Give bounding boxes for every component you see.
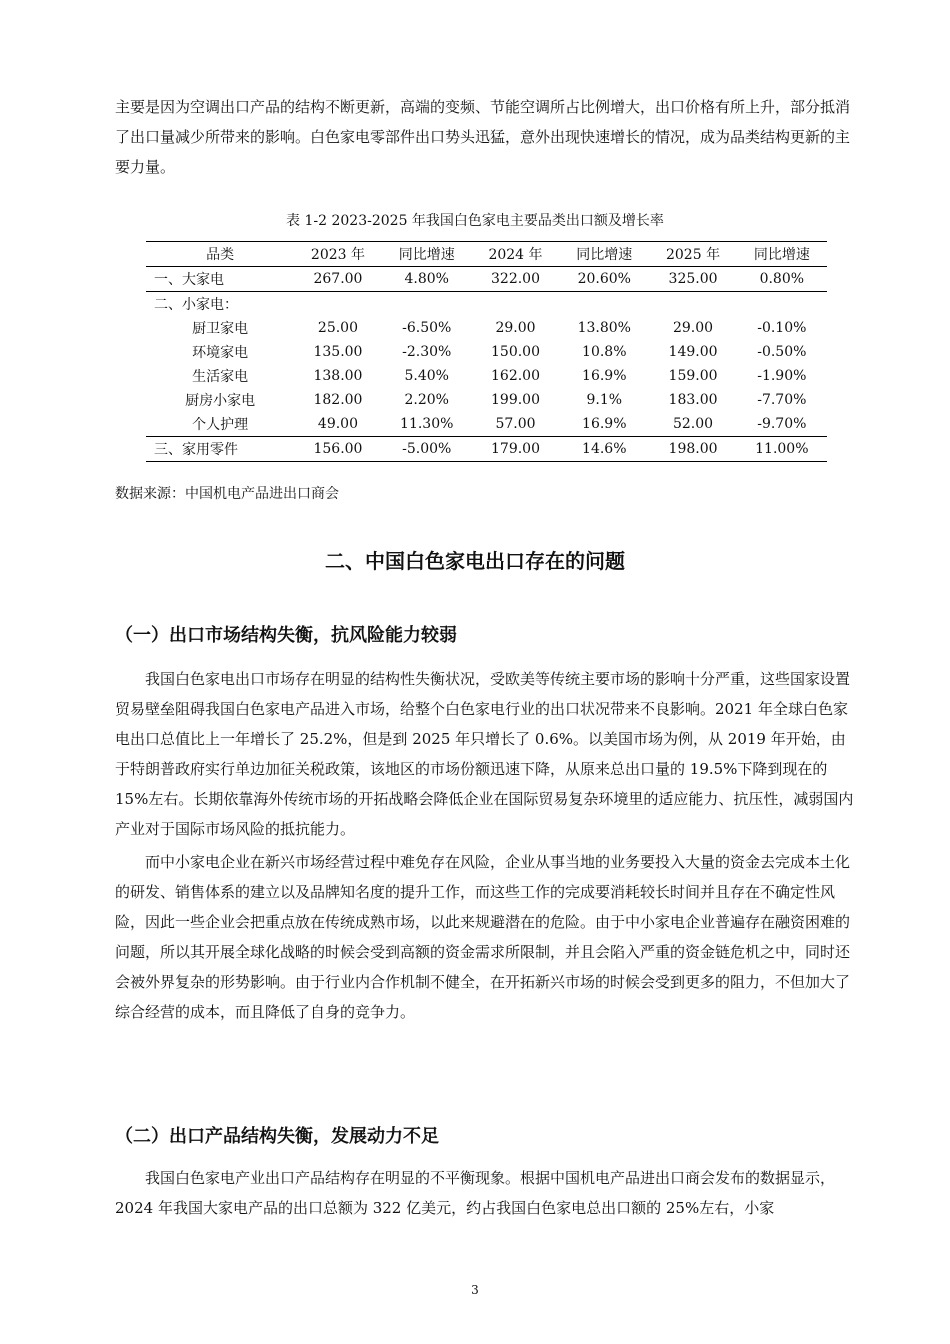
paragraph: 我国白色家电产业出口产品结构存在明显的不平衡现象。根据中国机电产品进出口商会发布的数据显示，2024 年我国大家电产品的出口总额为 322 亿美元，约占我国白色家电总出口额的 25%左右，小家 bbox=[115, 1169, 836, 1217]
value-cell: -0.10% bbox=[757, 320, 807, 336]
table-row bbox=[146, 292, 827, 317]
value-cell: 13.80% bbox=[577, 320, 631, 336]
value-cell: 11.30% bbox=[400, 416, 454, 432]
category-cell: 生活家电 bbox=[192, 369, 249, 385]
value-cell: 25.00 bbox=[317, 320, 359, 336]
value-cell: 57.00 bbox=[495, 416, 536, 432]
page-number: 3 bbox=[471, 1283, 479, 1297]
category-cell: 厨卫家电 bbox=[192, 321, 249, 337]
value-cell: 14.6% bbox=[559, 437, 649, 462]
value-cell: 325.00 bbox=[649, 267, 736, 292]
value-cell: 49.00 bbox=[317, 416, 359, 432]
table-header-row bbox=[146, 242, 827, 267]
value-cell: 150.00 bbox=[491, 344, 540, 360]
value-cell: 135.00 bbox=[313, 344, 363, 360]
value-cell: -6.50% bbox=[402, 320, 452, 336]
value-cell: 29.00 bbox=[495, 320, 536, 336]
value-cell: 5.40% bbox=[404, 368, 449, 384]
table-caption: 表 1-2 2023-2025 年我国白色家电主要品类出口额及增长率 bbox=[286, 213, 664, 229]
intro-paragraph bbox=[115, 92, 860, 182]
header-cell: 同比增速 bbox=[559, 242, 649, 267]
subsection-heading-1: （一）出口市场结构失衡，抗风险能力较弱 bbox=[115, 625, 457, 646]
value-cell: 182.00 bbox=[313, 392, 363, 408]
table-row bbox=[146, 412, 827, 437]
table-row bbox=[146, 388, 827, 412]
header-cell: 品类 bbox=[146, 242, 294, 267]
value-cell: 149.00 bbox=[668, 344, 718, 360]
value-cell: 159.00 bbox=[668, 368, 718, 384]
header-cell: 2023 年 bbox=[294, 242, 381, 267]
value-cell: -5.00% bbox=[382, 437, 472, 462]
header-cell: 同比增速 bbox=[737, 242, 827, 267]
value-cell: 138.00 bbox=[313, 368, 363, 384]
table-row bbox=[146, 316, 827, 340]
value-cell: 162.00 bbox=[491, 368, 540, 384]
value-cell: -0.50% bbox=[757, 344, 807, 360]
section-heading: 二、中国白色家电出口存在的问题 bbox=[325, 549, 625, 573]
value-cell: 29.00 bbox=[672, 320, 714, 336]
export-table bbox=[146, 241, 827, 462]
value-cell: -9.70% bbox=[757, 416, 807, 432]
subsection-heading-2: （二）出口产品结构失衡，发展动力不足 bbox=[115, 1126, 439, 1147]
value-cell: -1.90% bbox=[757, 368, 807, 384]
value-cell: 20.60% bbox=[559, 267, 649, 292]
table-row bbox=[146, 340, 827, 364]
value-cell: 179.00 bbox=[472, 437, 559, 462]
header-cell: 2025 年 bbox=[649, 242, 736, 267]
category-cell: 三、家用零件 bbox=[146, 437, 294, 462]
value-cell: 4.80% bbox=[382, 267, 472, 292]
category-cell: 个人护理 bbox=[192, 417, 249, 433]
value-cell: 156.00 bbox=[294, 437, 381, 462]
value-cell: 10.8% bbox=[582, 344, 627, 360]
subsection-1-body bbox=[115, 664, 860, 1027]
value-cell: 198.00 bbox=[649, 437, 736, 462]
value-cell: 11.00% bbox=[737, 437, 827, 462]
paragraph: 我国白色家电出口市场存在明显的结构性失衡状况，受欧美等传统主要市场的影响十分严重，这些国家设置贸易壁垒阻碍我国白色家电产品进入市场，给整个白色家电行业的出口状况带来不良影响。2021 年全球白色家电出口总值比上一年增长了 25.2%，但是到 2025 年只增长了 0.6%。以美国市场为例，从 2019 年开始，由于特朗普政府实行单边加征关税政策，该地区的市场份额迅速下降，从原来总出口量的 19.5%下降到现在的 15%左右。长期依靠海外传统市场的开拓战略会降低企业在国际贸易复杂环境里的适应能力、抗压性，减弱国内产业对于国际市场风险的抵抗能力。 bbox=[115, 670, 854, 838]
value-cell: 9.1% bbox=[586, 392, 623, 408]
table-row bbox=[146, 437, 827, 462]
table-row bbox=[146, 364, 827, 388]
value-cell: 52.00 bbox=[672, 416, 714, 432]
header-cell: 2024 年 bbox=[472, 242, 559, 267]
category-cell: 一、大家电 bbox=[146, 267, 294, 292]
table-source-note: 数据来源：中国机电产品进出口商会 bbox=[115, 486, 339, 502]
value-cell: 199.00 bbox=[491, 392, 540, 408]
paragraph: 而中小家电企业在新兴市场经营过程中难免存在风险，企业从事当地的业务要投入大量的资金去完成本土化的研发、销售体系的建立以及品牌知名度的提升工作，而这些工作的完成要消耗较长时间并且存在不确定性风险，因此一些企业会把重点放在传统成熟市场，以此来规避潜在的危险。由于中小家电企业普遍存在融资困难的问题，所以其开展全球化战略的时候会受到高额的资金需求所限制，并且会陷入严重的资金链危机之中，同时还会被外界复杂的形势影响。由于行业内合作机制不健全，在开拓新兴市场的时候会受到更多的阻力，不但加大了综合经营的成本，而且降低了自身的竞争力。 bbox=[115, 853, 851, 1021]
header-cell: 同比增速 bbox=[382, 242, 472, 267]
value-cell: -2.30% bbox=[402, 344, 452, 360]
category-cell: 厨房小家电 bbox=[185, 393, 256, 409]
category-cell: 环境家电 bbox=[192, 345, 249, 361]
value-cell: -7.70% bbox=[757, 392, 807, 408]
value-cell: 16.9% bbox=[582, 368, 627, 384]
value-cell: 322.00 bbox=[472, 267, 559, 292]
value-cell: 16.9% bbox=[582, 416, 627, 432]
value-cell: 183.00 bbox=[668, 392, 718, 408]
value-cell: 267.00 bbox=[294, 267, 381, 292]
category-cell: 二、小家电： bbox=[154, 297, 238, 313]
subsection-2-body bbox=[115, 1163, 860, 1223]
value-cell: 2.20% bbox=[404, 392, 449, 408]
intro-text: 主要是因为空调出口产品的结构不断更新，高端的变频、节能空调所占比例增大，出口价格有所上升，部分抵消了出口量减少所带来的影响。白色家电零部件出口势头迅猛，意外出现快速增长的情况，成为品类结构更新的主要力量。 bbox=[115, 98, 851, 176]
value-cell: 0.80% bbox=[737, 267, 827, 292]
table-row bbox=[146, 267, 827, 292]
